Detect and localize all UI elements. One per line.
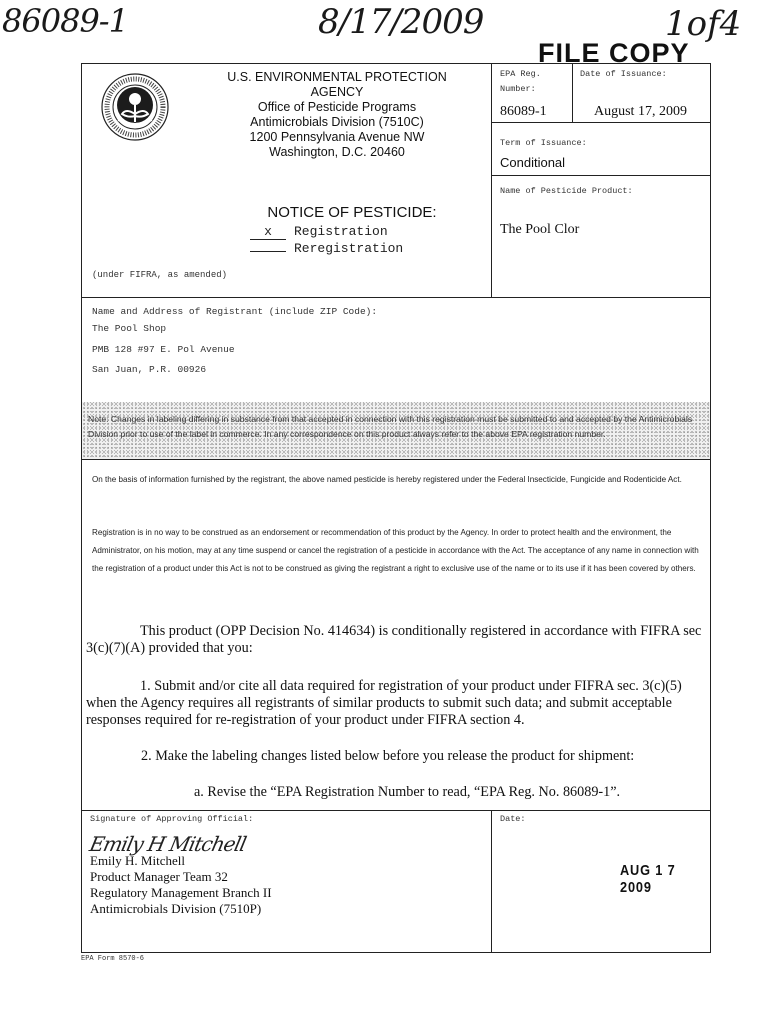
option-reregistration <box>250 241 403 256</box>
handwritten-reg-number: 86089-1 <box>2 2 128 40</box>
date-stamp: AUG 1 7 2009 <box>620 862 676 896</box>
basis-paragraph: On the basis of information furnished by the registrant, the above named pesticide is hereby registered under the Federal Insecticide, Fungicide and Rodenticide Act. <box>92 475 682 484</box>
labeling-note <box>82 402 710 459</box>
term-value: Conditional <box>500 155 566 170</box>
notice-form <box>81 63 711 953</box>
registrant-line: PMB 128 #97 E. Pol Avenue <box>92 344 235 355</box>
signature-handwritten: Emily H Mitchell <box>87 832 248 856</box>
labeling-note-text: Note: Changes in labeling differing in substance from that accepted in connection with this registration must be submitted to and accepted by the Antimicrobials Division prior to use of the label in commerce. In any correspondence on this product always refer to the above EPA registration number. <box>88 414 693 439</box>
handwritten-date: 8/17/2009 <box>318 2 484 42</box>
notice-title: NOTICE OF PESTICIDE: <box>267 204 437 221</box>
epa-reg-label: EPA Reg. <box>500 69 541 79</box>
issuance-date-label: Date of Issuance: <box>580 69 667 79</box>
option-label: Reregistration <box>294 241 404 256</box>
condition-item-1: 1. Submit and/or cite all data required for registration of your product under FIFRA sec. 3(c)(5) when the Agency requires all registrants of similar products to submit such data; and submit acceptable responses required for re-registration of your product under FIFRA section 4. <box>86 678 682 728</box>
handwritten-page-count: 1of4 <box>665 4 742 44</box>
epa-reg-label-2: Number: <box>500 84 536 94</box>
condition-item-2a: a. Revise the “EPA Registration Number to read, “EPA Reg. No. 86089-1”. <box>194 784 621 800</box>
fifra-note: (under FIFRA, as amended) <box>92 270 228 280</box>
signatory-name: Emily H. Mitchell <box>90 853 185 868</box>
condition-item-2: 2. Make the labeling changes listed below before you release the product for shipment: <box>141 748 635 764</box>
file-copy-stamp: FILE COPY <box>538 38 690 68</box>
agency-line: 1200 Pennsylvania Avenue NW <box>249 130 425 144</box>
disclaimer-paragraph: Registration is in no way to be construed as an endorsement or recommendation of this product by the Agency. In order to protect health and the environment, the Administrator, on his motion, may at any time suspend or cancel the registration of a pesticide in accordance with the Act. The acceptance of any name in connection with the registration of a product under this Act is not to be construed as giving the registrant a right to exclusive use of the name or to its use if it has been covered by others. <box>92 528 699 573</box>
agency-address <box>202 70 472 160</box>
signatory-title: Antimicrobials Division (7510P) <box>90 901 262 916</box>
form-number: EPA Form 8570-6 <box>81 955 145 963</box>
condition-intro: This product (OPP Decision No. 414634) is conditionally registered in accordance with FIFRA sec 3(c)(7)(A) provided that you: <box>86 623 702 656</box>
product-name: The Pool Clor <box>500 222 580 237</box>
agency-line: Washington, D.C. 20460 <box>269 145 405 159</box>
agency-line: AGENCY <box>310 85 364 99</box>
registrant-label: Name and Address of Registrant (include ZIP Code): <box>92 306 378 317</box>
signatory-block <box>90 853 272 917</box>
signature-label: Signature of Approving Official: <box>90 814 254 824</box>
option-registration <box>250 224 388 240</box>
issuance-date: August 17, 2009 <box>594 104 687 119</box>
agency-line: Office of Pesticide Programs <box>257 100 417 114</box>
registrant-line: San Juan, P.R. 00926 <box>92 364 207 375</box>
date-label: Date: <box>500 814 526 824</box>
product-name-label: Name of Pesticide Product: <box>500 186 633 196</box>
epa-reg-number: 86089-1 <box>500 104 547 119</box>
option-mark: x <box>250 224 286 240</box>
option-mark <box>250 251 286 252</box>
epa-seal-icon <box>100 72 170 142</box>
agency-line: U.S. ENVIRONMENTAL PROTECTION <box>227 70 447 84</box>
signatory-title: Product Manager Team 32 <box>90 869 228 884</box>
signatory-title: Regulatory Management Branch II <box>90 885 272 900</box>
option-label: Registration <box>294 224 388 239</box>
agency-line: Antimicrobials Division (7510C) <box>250 115 424 129</box>
term-label: Term of Issuance: <box>500 138 587 148</box>
registrant-line: The Pool Shop <box>92 323 167 334</box>
